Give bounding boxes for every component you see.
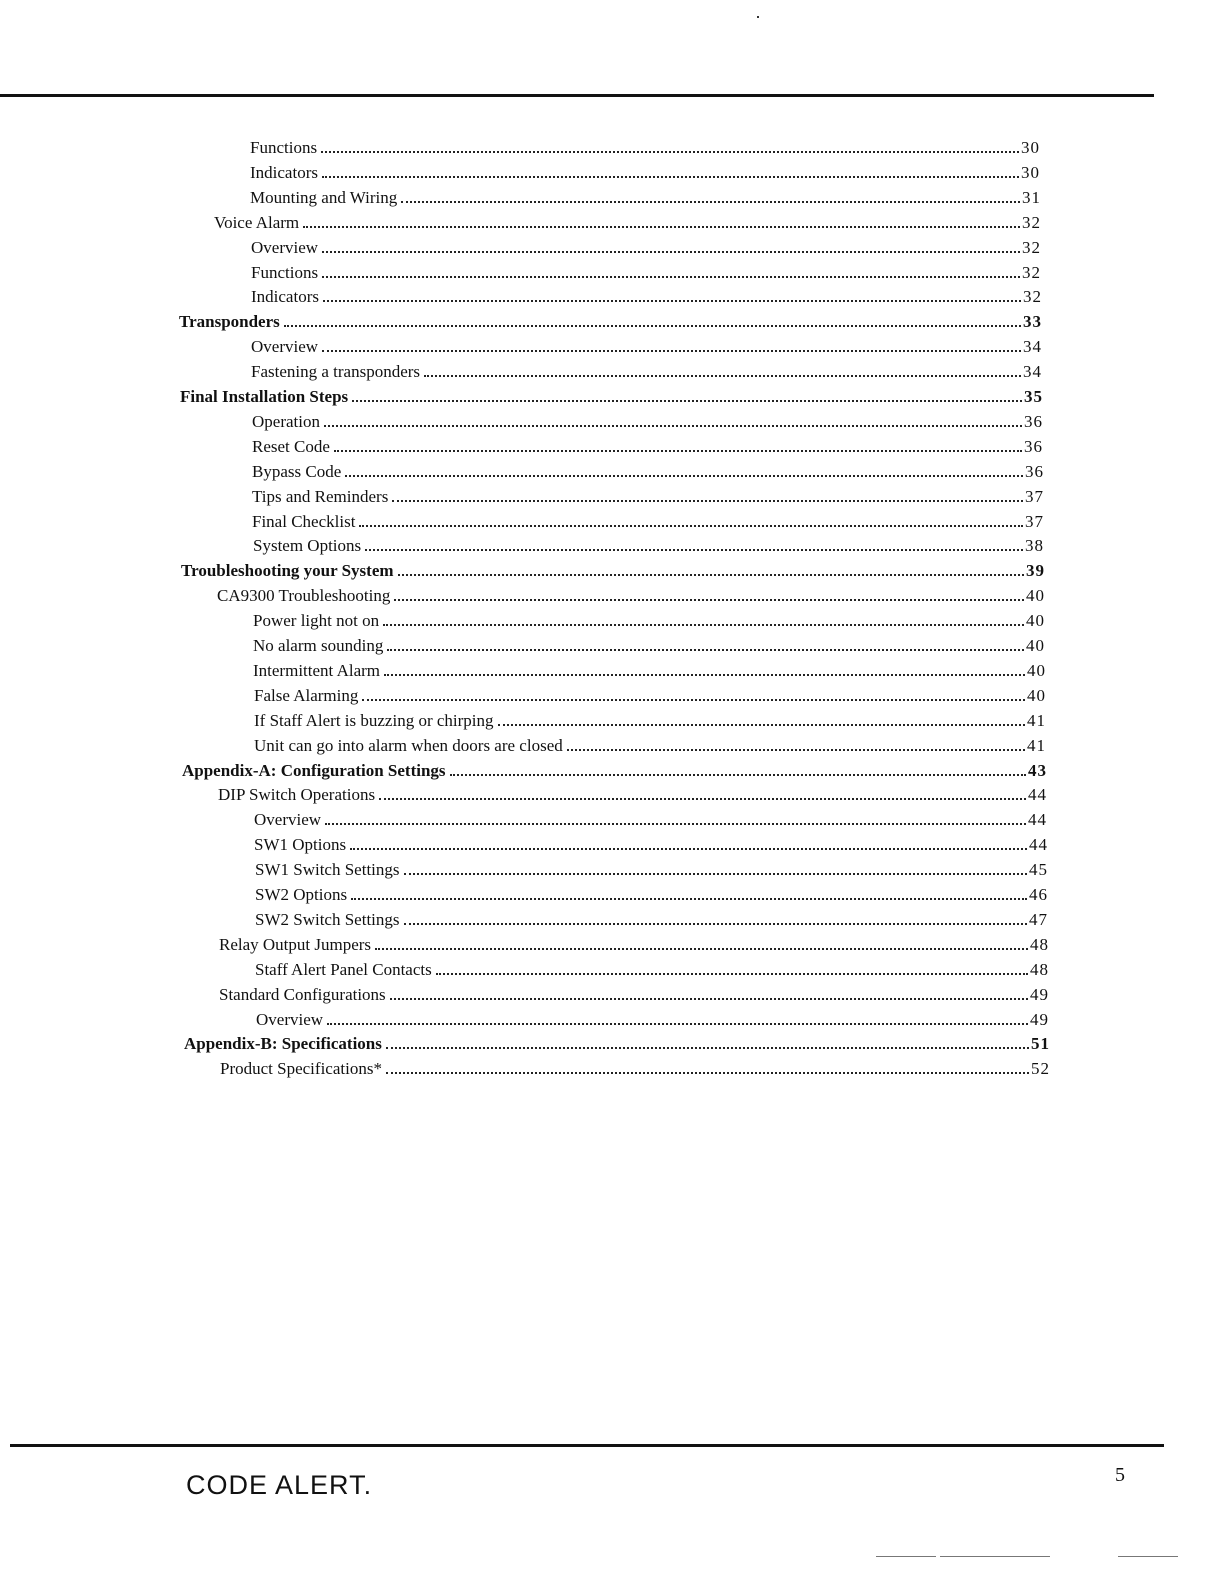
footer-rule	[10, 1444, 1164, 1447]
toc-entry-title: Voice Alarm	[214, 213, 300, 232]
toc-entry-title: CA9300 Troubleshooting	[217, 586, 391, 605]
toc-entry	[250, 158, 1040, 183]
toc-entry	[181, 556, 1045, 581]
toc-dot-leader	[322, 275, 1020, 278]
toc-entry-title: Unit can go into alarm when doors are closed	[254, 736, 563, 755]
toc-dot-leader	[386, 1071, 1029, 1074]
toc-entry-title: DIP Switch Operations	[218, 785, 376, 804]
toc-entry-page: 40	[1026, 611, 1045, 630]
toc-entry-page: 40	[1026, 636, 1045, 655]
toc-entry-title: SW2 Switch Settings	[255, 910, 400, 929]
toc-dot-leader	[379, 797, 1026, 800]
toc-dot-leader	[436, 972, 1028, 975]
toc-dot-leader	[284, 324, 1021, 327]
toc-dot-leader	[327, 1022, 1028, 1025]
code-alert-logo: CODE ALERT.	[186, 1470, 373, 1500]
toc-dot-leader	[365, 548, 1023, 551]
toc-dot-leader	[334, 449, 1022, 452]
toc-entry-page: 31	[1022, 188, 1041, 207]
toc-dot-leader	[498, 723, 1025, 726]
toc-entry	[252, 482, 1044, 507]
toc-entry	[254, 681, 1046, 706]
toc-entry-page: 36	[1024, 437, 1043, 456]
scan-noise	[1118, 1556, 1178, 1557]
toc-dot-leader	[383, 623, 1024, 626]
toc-entry	[253, 631, 1045, 656]
toc-entry	[253, 531, 1044, 556]
toc-entry	[252, 432, 1043, 457]
toc-entry	[253, 606, 1045, 631]
toc-entry-page: 49	[1030, 985, 1049, 1004]
toc-entry-page: 37	[1025, 512, 1044, 531]
toc-dot-leader	[387, 648, 1024, 651]
toc-entry-page: 34	[1023, 362, 1042, 381]
toc-entry-page: 48	[1030, 935, 1049, 954]
toc-entry	[255, 905, 1048, 930]
toc-entry-title: Transponders	[179, 312, 280, 331]
toc-entry-title: Appendix-A: Configuration Settings	[182, 761, 446, 780]
toc-entry-title: Staff Alert Panel Contacts	[255, 960, 432, 979]
toc-entry	[220, 1054, 1050, 1079]
toc-entry	[256, 1005, 1049, 1030]
toc-entry-title: Indicators	[251, 287, 319, 306]
toc-entry	[255, 880, 1048, 905]
toc-dot-leader	[322, 349, 1021, 352]
toc-entry-page: 37	[1025, 487, 1044, 506]
toc-entry-page: 44	[1028, 785, 1047, 804]
toc-entry	[254, 706, 1046, 731]
toc-entry-title: Functions	[251, 263, 319, 282]
toc-entry-page: 40	[1026, 586, 1045, 605]
toc-entry-title: Tips and Reminders	[252, 487, 389, 506]
toc-dot-leader	[325, 822, 1026, 825]
toc-dot-leader	[404, 922, 1027, 925]
toc-entry-page: 41	[1027, 736, 1046, 755]
toc-dot-leader	[398, 573, 1024, 576]
toc-entry-page: 43	[1028, 761, 1047, 780]
toc-entry-title: If Staff Alert is buzzing or chirping	[254, 711, 494, 730]
toc-entry	[218, 780, 1047, 805]
toc-entry-page: 36	[1025, 462, 1044, 481]
toc-entry-title: Standard Configurations	[219, 985, 386, 1004]
scan-speck	[757, 16, 759, 18]
toc-dot-leader	[362, 698, 1025, 701]
toc-entry-title: SW1 Switch Settings	[255, 860, 400, 879]
toc-entry	[179, 307, 1042, 332]
toc-dot-leader	[424, 374, 1021, 377]
toc-dot-leader	[404, 872, 1027, 875]
toc-entry-title: Bypass Code	[252, 462, 342, 481]
toc-dot-leader	[386, 1046, 1029, 1049]
toc-entry-title: Final Checklist	[252, 512, 356, 531]
toc-entry-page: 32	[1023, 287, 1042, 306]
toc-entry-title: Overview	[251, 337, 319, 356]
toc-dot-leader	[359, 524, 1023, 527]
toc-dot-leader	[322, 175, 1019, 178]
toc-entry-title: Indicators	[250, 163, 318, 182]
toc-entry-page: 38	[1025, 536, 1044, 555]
toc-entry	[250, 133, 1040, 158]
toc-dot-leader	[324, 424, 1022, 427]
toc-entry-title: Operation	[252, 412, 320, 431]
toc-entry-page: 49	[1030, 1010, 1049, 1029]
toc-entry	[217, 581, 1045, 606]
toc-entry-title: System Options	[253, 536, 362, 555]
toc-entry	[251, 233, 1041, 258]
toc-entry	[251, 332, 1042, 357]
toc-dot-leader	[392, 499, 1023, 502]
toc-entry-title: Appendix-B: Specifications	[184, 1034, 382, 1053]
toc-entry-title: Reset Code	[252, 437, 330, 456]
toc-entry-title: SW2 Options	[255, 885, 348, 904]
toc-dot-leader	[303, 225, 1020, 228]
toc-entry-title: Final Installation Steps	[180, 387, 349, 406]
toc-dot-leader	[323, 299, 1021, 302]
toc-entry-page: 35	[1024, 387, 1043, 406]
scan-noise	[940, 1556, 1050, 1557]
toc-entry	[250, 183, 1041, 208]
toc-entry	[255, 855, 1048, 880]
toc-dot-leader	[350, 847, 1027, 850]
toc-entry	[253, 656, 1046, 681]
toc-entry-title: Intermittent Alarm	[253, 661, 380, 680]
toc-entry-title: Mounting and Wiring	[250, 188, 398, 207]
toc-entry	[254, 830, 1048, 855]
toc-entry-page: 44	[1029, 835, 1048, 854]
toc-entry-title: Relay Output Jumpers	[219, 935, 372, 954]
toc-dot-leader	[322, 250, 1020, 253]
toc-entry-page: 40	[1027, 661, 1046, 680]
toc-entry	[251, 258, 1041, 283]
toc-dot-leader	[390, 997, 1028, 1000]
toc-entry-title: Product Specifications*	[220, 1059, 382, 1078]
toc-entry-title: Power light not on	[253, 611, 380, 630]
toc-entry	[255, 955, 1049, 980]
toc-dot-leader	[351, 897, 1027, 900]
toc-entry-title: Fastening a transponders	[251, 362, 421, 381]
toc-dot-leader	[401, 200, 1020, 203]
toc-entry-page: 52	[1031, 1059, 1050, 1078]
toc-entry-title: Functions	[250, 138, 318, 157]
toc-entry-title: No alarm sounding	[253, 636, 384, 655]
toc-entry-page: 48	[1030, 960, 1049, 979]
header-rule	[0, 94, 1154, 97]
toc-entry-page: 32	[1022, 238, 1041, 257]
toc-entry-title: Overview	[254, 810, 322, 829]
toc-entry-title: SW1 Options	[254, 835, 347, 854]
toc-entry-title: Troubleshooting your System	[181, 561, 394, 580]
toc-entry-page: 47	[1029, 910, 1048, 929]
toc-entry	[251, 282, 1042, 307]
toc-entry	[254, 805, 1047, 830]
toc-entry	[219, 980, 1049, 1005]
toc-dot-leader	[345, 474, 1023, 477]
toc-entry-page: 44	[1028, 810, 1047, 829]
toc-dot-leader	[352, 399, 1022, 402]
toc-entry-title: Overview	[251, 238, 319, 257]
toc-entry	[252, 457, 1044, 482]
toc-entry	[252, 407, 1043, 432]
toc-dot-leader	[384, 673, 1025, 676]
toc-entry-page: 39	[1026, 561, 1045, 580]
toc-entry-page: 36	[1024, 412, 1043, 431]
toc-entry	[219, 930, 1049, 955]
toc-entry-page: 46	[1029, 885, 1048, 904]
toc-entry	[214, 208, 1041, 233]
toc-entry	[180, 382, 1043, 407]
toc-dot-leader	[375, 947, 1028, 950]
toc-entry	[252, 507, 1044, 532]
page-number: 5	[1115, 1464, 1125, 1486]
toc-entry-page: 51	[1031, 1034, 1050, 1053]
toc-entry-page: 34	[1023, 337, 1042, 356]
toc-entry-page: 45	[1029, 860, 1048, 879]
toc-entry-page: 41	[1027, 711, 1046, 730]
toc-entry-page: 32	[1022, 213, 1041, 232]
toc-entry-page: 30	[1021, 138, 1040, 157]
toc-dot-leader	[567, 748, 1025, 751]
toc-entry	[251, 357, 1042, 382]
scan-noise	[876, 1556, 936, 1557]
toc-entry-page: 33	[1023, 312, 1042, 331]
toc-entry	[184, 1029, 1050, 1054]
toc-entry-page: 40	[1027, 686, 1046, 705]
toc-entry-page: 30	[1021, 163, 1040, 182]
toc-entry	[254, 731, 1046, 756]
toc-dot-leader	[321, 150, 1019, 153]
toc-entry-title: Overview	[256, 1010, 324, 1029]
toc-dot-leader	[450, 773, 1026, 776]
toc-entry-title: False Alarming	[254, 686, 359, 705]
toc-dot-leader	[394, 598, 1024, 601]
toc-entry	[182, 756, 1047, 781]
toc-entry-page: 32	[1022, 263, 1041, 282]
